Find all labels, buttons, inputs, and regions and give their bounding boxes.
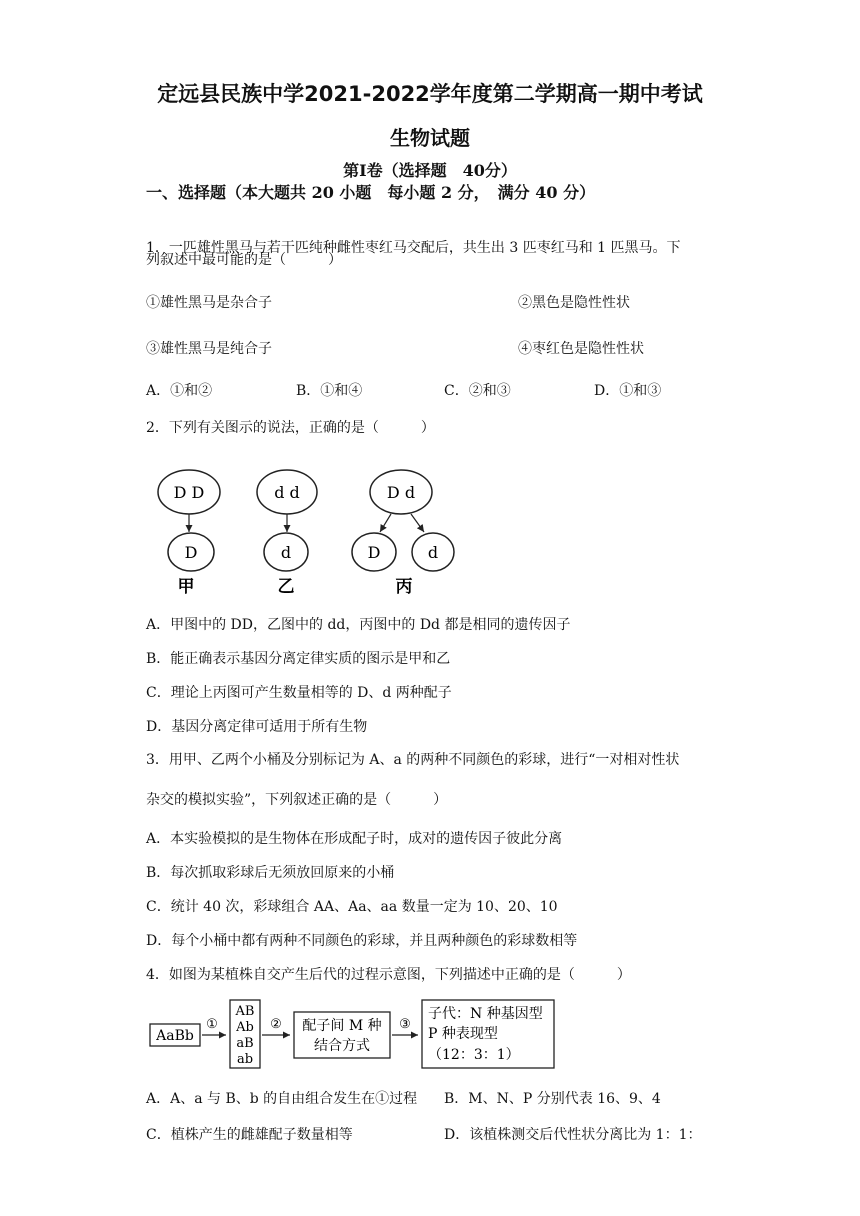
q4-option-b: B．M、N、P 分别代表 16、9、4 — [444, 1091, 661, 1107]
q2-stem: 2．下列有关图示的说法，正确的是（ ） — [146, 420, 435, 436]
q1-statement-4: ④枣红色是隐性性状 — [518, 341, 644, 357]
step1-label: ① — [206, 1017, 218, 1032]
q2-option-a: A．甲图中的 DD，乙图中的 dd，丙图中的 Dd 都是相同的遗传因子 — [146, 617, 571, 633]
exam-subtitle: 生物试题 — [390, 126, 470, 150]
q4-stem: 4．如图为某植株自交产生后代的过程示意图，下列描述中正确的是（ ） — [146, 967, 631, 983]
q1-option-c: C．②和③ — [444, 383, 511, 399]
gamete-ab-lower: ab — [236, 1052, 254, 1067]
q3-stem-line1: 3．用甲、乙两个小桶及分别标记为 A、a 的两种不同颜色的彩球，进行“一对相对性状 — [146, 752, 680, 768]
jia-caption: 甲 — [177, 577, 195, 597]
q1-option-b: B．①和④ — [296, 383, 363, 399]
offspring-line1: 子代：N 种基因型 — [428, 1006, 543, 1022]
q1-option-d: D．①和③ — [594, 383, 662, 399]
gamete-ab-mixed: Ab — [236, 1020, 254, 1035]
q3-option-d: D．每个小桶中都有两种不同颜色的彩球，并且两种颜色的彩球数相等 — [146, 933, 578, 949]
q1-statement-2: ②黑色是隐性性状 — [518, 295, 630, 311]
q4-figure — [146, 996, 566, 1072]
step3-label: ③ — [399, 1017, 411, 1032]
section-heading: 一、选择题（本大题共 20 小题 每小题 2 分， 满分 40 分） — [146, 183, 596, 202]
yi-diagram — [257, 470, 317, 597]
bing-gamete-right-label: d — [427, 543, 439, 562]
q1-stem-line1: 1．一匹雄性黑马与若干匹纯种雌性枣红马交配后，共生出 3 匹枣红马和 1 匹黑马。下 — [146, 240, 681, 256]
q4-option-d: D．该植株测交后代性状分离比为 1：1： — [444, 1127, 702, 1143]
q1-stem-line2: 列叙述中最可能的是（ ） — [146, 252, 342, 268]
bing-arrow-right — [411, 514, 424, 532]
offspring-ratio: （12：3：1） — [428, 1047, 520, 1063]
combination-line1: 配子间 M 种 — [302, 1018, 382, 1034]
jia-gamete-label: D — [184, 543, 198, 562]
jia-diagram — [158, 470, 220, 597]
bing-parent-label: D d — [386, 483, 416, 502]
q4-option-c: C．植株产生的雌雄配子数量相等 — [146, 1127, 353, 1143]
q2-option-c: C．理论上丙图可产生数量相等的 D、d 两种配子 — [146, 685, 452, 701]
q3-option-b: B．每次抓取彩球后无须放回原来的小桶 — [146, 865, 395, 881]
yi-gamete-label: d — [280, 543, 292, 562]
q2-option-d: D．基因分离定律可适用于所有生物 — [146, 719, 368, 735]
q3-option-c: C．统计 40 次，彩球组合 AA、Aa、aa 数量一定为 10、20、10 — [146, 899, 558, 915]
q1-statement-3: ③雄性黑马是纯合子 — [146, 341, 272, 357]
part-heading: 第Ⅰ卷（选择题 40分） — [343, 161, 517, 180]
q1-statement-1: ①雄性黑马是杂合子 — [146, 295, 272, 311]
q4-option-a: A．A、a 与 B、b 的自由组合发生在①过程 — [146, 1091, 418, 1107]
bing-caption: 丙 — [395, 577, 413, 597]
q2-figure — [146, 462, 456, 600]
exam-title: 定远县民族中学2021-2022学年度第二学期高一期中考试 — [157, 82, 703, 106]
jia-parent-label: D D — [173, 483, 205, 502]
q2-option-b: B．能正确表示基因分离定律实质的图示是甲和乙 — [146, 651, 451, 667]
gamete-ab-upper: AB — [235, 1004, 255, 1019]
yi-caption: 乙 — [277, 577, 295, 597]
q3-option-a: A．本实验模拟的是生物体在形成配子时，成对的遗传因子彼此分离 — [146, 831, 563, 847]
gamete-ab-mixed-2: aB — [236, 1036, 254, 1051]
bing-gamete-left-label: D — [367, 543, 381, 562]
combination-line2: 结合方式 — [314, 1038, 370, 1054]
bing-diagram — [352, 470, 454, 597]
q3-stem-line2: 杂交的模拟实验”，下列叙述正确的是（ ） — [146, 792, 448, 808]
step2-label: ② — [270, 1017, 282, 1032]
bing-arrow-left — [380, 514, 391, 532]
yi-parent-label: d d — [274, 483, 300, 502]
offspring-line2: P 种表现型 — [428, 1026, 498, 1042]
parent-genotype: AaBb — [156, 1028, 194, 1044]
q1-option-a: A．①和② — [146, 383, 213, 399]
